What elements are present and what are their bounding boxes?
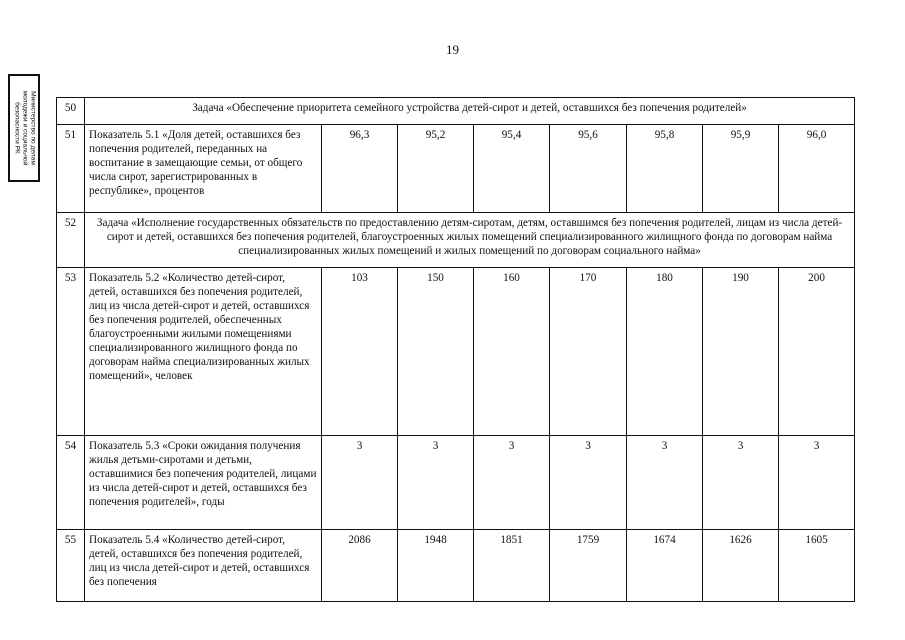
- indicator-value: 200: [779, 268, 855, 436]
- indicator-value: 103: [322, 268, 398, 436]
- indicator-value: 2086: [322, 530, 398, 602]
- stamp-line: Министерство по делам: [29, 91, 37, 165]
- table-row: [57, 98, 855, 125]
- indicator-value: 95,2: [398, 125, 474, 213]
- table-row: [57, 530, 855, 602]
- row-number: 53: [57, 268, 85, 436]
- table-row: [57, 125, 855, 213]
- stamp-text: [12, 91, 36, 166]
- indicator-description: Показатель 5.3 «Сроки ожидания получения жилья детьми-сиротами и детьми, оставшимися без попечения родителей, лицами из числа детей-сирот и детей, оставшихся без попечения родителей», годы: [85, 436, 322, 530]
- stamp-line: безопасности РК: [13, 102, 21, 154]
- indicator-value: 180: [627, 268, 703, 436]
- task-heading: Задача «Обеспечение приоритета семейного устройства детей-сирот и детей, оставшихся без попечения родителей»: [85, 98, 855, 125]
- indicator-value: 3: [474, 436, 550, 530]
- indicator-value: 1851: [474, 530, 550, 602]
- indicator-description: Показатель 5.4 «Количество детей-сирот, детей, оставшихся без попечения родителей, лиц из числа детей-сирот и детей, оставшихся без попечения: [85, 530, 322, 602]
- indicator-value: 95,4: [474, 125, 550, 213]
- task-heading: Задача «Исполнение государственных обязательств по предоставлению детям-сиротам, детям, оставшимся без попечения родителей, лицам из числа детей-сирот и детей, оставшихся без попечения родителей, благоустроенных жилых помещений специализированного жилищного фонда по договорам найма специализированных жилых помещений и жилых помещений по договорам социального найма»: [85, 213, 855, 268]
- row-number: 52: [57, 213, 85, 268]
- indicator-value: 170: [550, 268, 627, 436]
- indicator-description: Показатель 5.2 «Количество детей-сирот, детей, оставшихся без попечения родителей, лиц из числа детей-сирот и детей, оставшихся без попечения родителей, обеспеченных благоустроенными жилыми помещениями специализированного жилищного фонда по договорам найма специализированных жилых помещений», человек: [85, 268, 322, 436]
- indicator-value: 96,3: [322, 125, 398, 213]
- indicator-value: 1948: [398, 530, 474, 602]
- row-number: 54: [57, 436, 85, 530]
- indicator-value: 1626: [703, 530, 779, 602]
- indicator-value: 96,0: [779, 125, 855, 213]
- table-row: [57, 268, 855, 436]
- indicator-description: Показатель 5.1 «Доля детей, оставшихся без попечения родителей, переданных на воспитание в замещающие семьи, от общего числа сирот, зарегистрированных в республике», процентов: [85, 125, 322, 213]
- row-number: 51: [57, 125, 85, 213]
- indicator-value: 1759: [550, 530, 627, 602]
- table-row: [57, 213, 855, 268]
- indicator-value: 190: [703, 268, 779, 436]
- indicator-value: 3: [322, 436, 398, 530]
- indicator-value: 3: [627, 436, 703, 530]
- table-row: [57, 436, 855, 530]
- indicator-value: 95,6: [550, 125, 627, 213]
- page-number: 19: [446, 42, 459, 57]
- indicator-value: 3: [779, 436, 855, 530]
- indicator-value: 95,9: [703, 125, 779, 213]
- indicator-value: 150: [398, 268, 474, 436]
- indicator-value: 3: [550, 436, 627, 530]
- indicator-value: 95,8: [627, 125, 703, 213]
- ministry-stamp: [8, 74, 40, 182]
- indicator-value: 3: [703, 436, 779, 530]
- indicator-value: 3: [398, 436, 474, 530]
- row-number: 50: [57, 98, 85, 125]
- indicator-value: 160: [474, 268, 550, 436]
- stamp-line: молодежи и социальной: [21, 90, 29, 166]
- indicator-value: 1605: [779, 530, 855, 602]
- indicators-table: [56, 97, 855, 602]
- indicator-value: 1674: [627, 530, 703, 602]
- row-number: 55: [57, 530, 85, 602]
